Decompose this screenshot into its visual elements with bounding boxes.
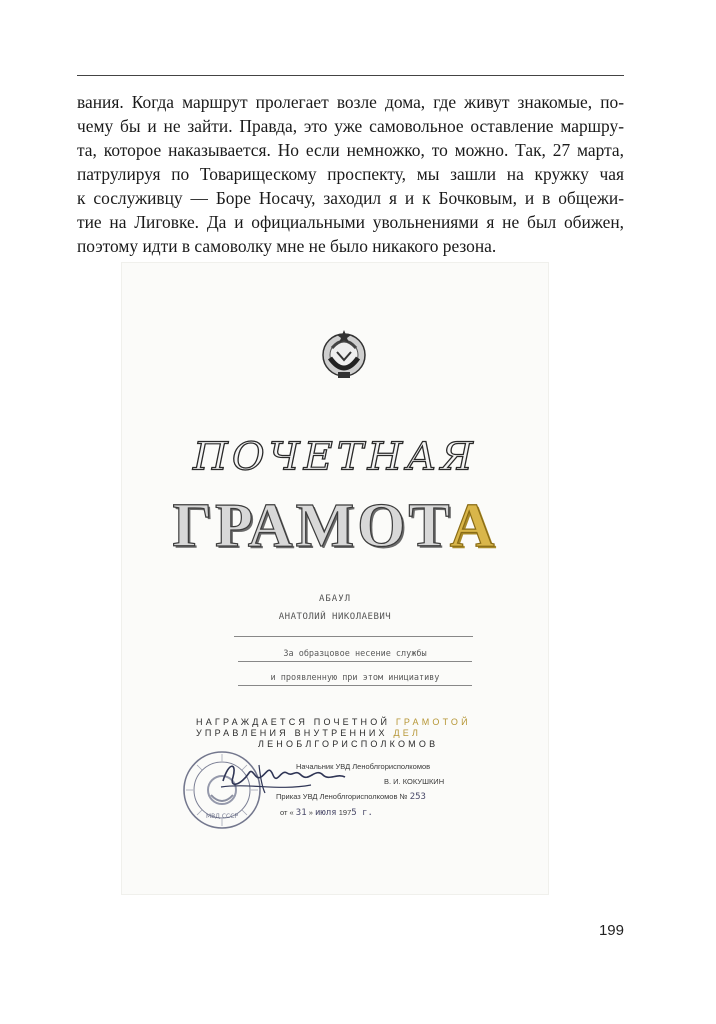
seal-label: МВД СССР [205,813,239,820]
date-line: от « 31 » июля 1975 г. [280,808,373,818]
merit-divider [234,636,473,637]
title-gold-letter: А [449,492,498,560]
paragraph-line: та, которое наказывается. Но если немножко, то можно. Так, 27 марта, [77,140,624,160]
paragraph-line: поэтому идти в самоволку мне не было никакого резона. [77,236,497,256]
signatory-title: Начальник УВД Леноблгорисполкомов [296,762,431,771]
body-paragraph [77,90,624,258]
state-emblem-icon [319,330,369,382]
awarded-line-2-gold: ДЕЛ [393,728,422,738]
handwritten-signature [219,755,369,799]
paragraph-line: вания. Когда маршрут пролегает возле дома, где живут знакомые, по- [77,92,624,112]
awarded-line-2-main: УПРАВЛЕНИЯ ВНУТРЕННИХ [196,728,394,738]
awarded-line-1-gold: ГРАМОТОЙ [395,717,471,727]
paragraph-line: тие на Лиговке. Да и официальными увольнениями я не был обижен, [77,212,624,232]
recipient-surname: АБАУЛ [318,594,352,604]
header-rule [77,75,624,76]
awarded-line-1 [196,717,526,728]
date-from: от [280,808,288,817]
merit-text-line1: За образцовое несение службы [238,648,472,662]
awarded-line-2 [196,728,526,739]
paragraph-line: чему бы и не зайти. Правда, это уже самовольное оставление маршру- [77,116,624,136]
awarded-caption [196,717,526,750]
order-number: 253 [409,792,426,802]
certificate-title-main [121,491,549,562]
certificate-image [121,262,549,895]
paragraph-line: к сослуживцу — Боре Носачу, заходил я и к Бочковым, и в общежи- [77,188,624,208]
merit-text-line2: и проявленную при этом инициативу [238,672,472,686]
awarded-line-1-main: НАГРАЖДАЕТСЯ ПОЧЕТНОЙ [196,717,396,727]
date-year-suffix: 5 г. [351,808,373,818]
page-number: 199 [598,922,624,939]
title-main-letters: ГРАМОТ [172,492,450,560]
date-month: июля [314,808,337,818]
awarded-line-3: ЛЕНОБЛГОРИСПОЛКОМОВ [258,739,439,749]
signatory-name: В. И. КОКУШКИН [384,777,445,786]
paragraph-line: патрулируя по Товарищескому проспекту, мы зашли на кружку чая [77,164,624,184]
recipient-name: АНАТОЛИЙ НИКОЛАЕВИЧ [278,612,392,622]
order-label: Приказ УВД Леноблгорисполкомов № [276,792,408,801]
date-day: 31 [295,808,307,818]
date-year-prefix: 197 [338,808,352,817]
certificate-title-top: ПОЧЕТНАЯ [193,435,477,479]
